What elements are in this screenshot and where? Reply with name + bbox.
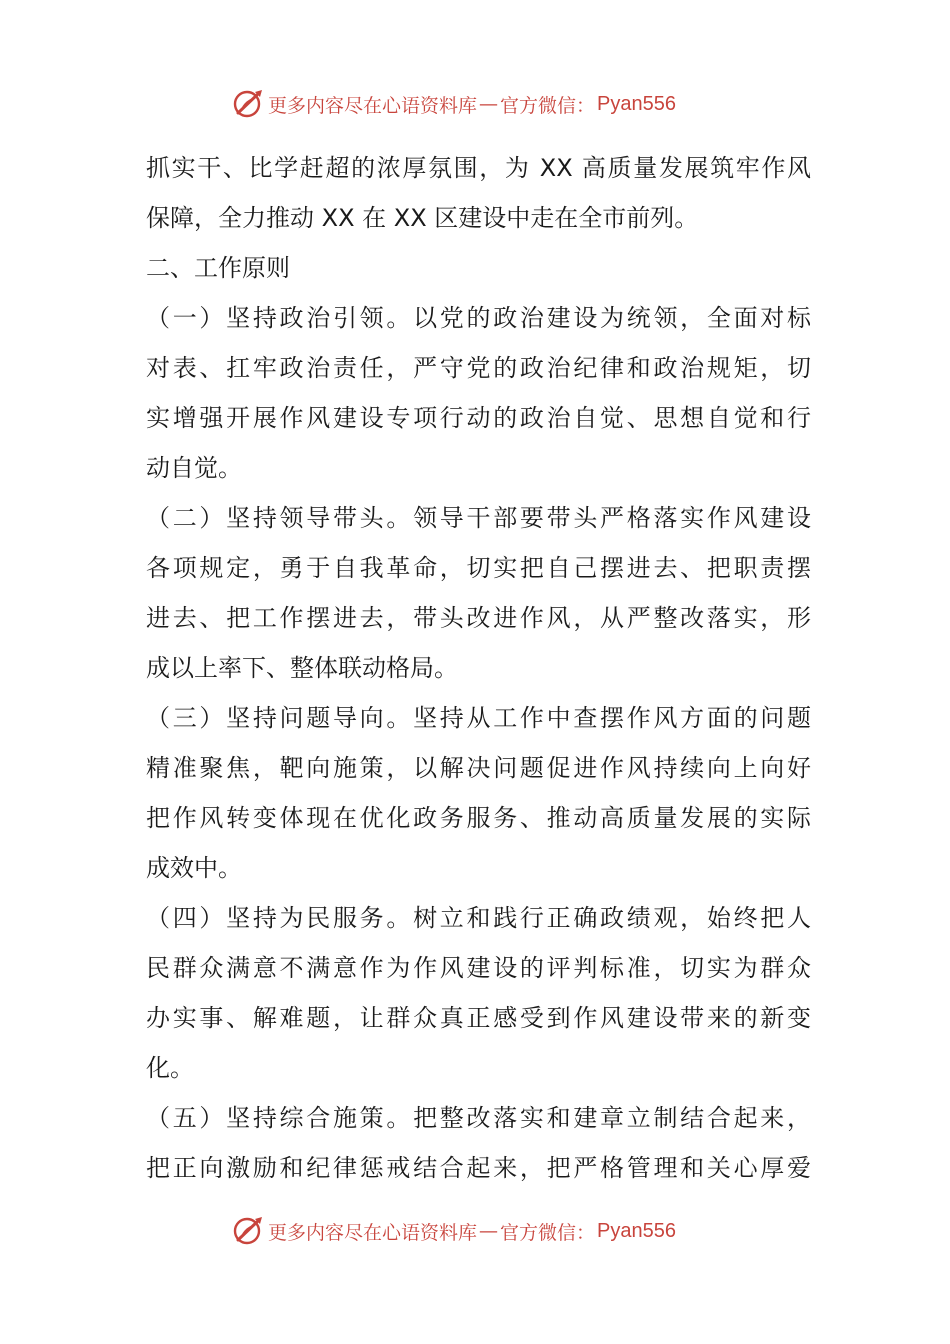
watermark-dash: — xyxy=(479,1220,499,1242)
body-line: （一）坚持政治引领。以党的政治建设为统领，全面对标 xyxy=(146,304,811,332)
body-line: 成以上率下、整体联动格局。 xyxy=(146,654,458,682)
body-line: 抓实干、比学赶超的浓厚氛围，为 XX 高质量发展筑牢作风 xyxy=(146,154,811,182)
body-line: 办实事、解难题，让群众真正感受到作风建设带来的新变 xyxy=(146,1004,811,1032)
body-line: 把正向激励和纪律惩戒结合起来，把严格管理和关心厚爱 xyxy=(146,1154,811,1182)
footer-watermark-banner xyxy=(232,1211,676,1251)
watermark-site-text: 更多内容尽在心语资料库 xyxy=(268,94,478,117)
pen-logo-icon xyxy=(232,1214,266,1248)
body-line: （五）坚持综合施策。把整改落实和建章立制结合起来， xyxy=(146,1104,811,1132)
watermark-wechat-label: 官方微信： xyxy=(500,1221,596,1244)
body-line: 成效中。 xyxy=(146,854,242,882)
section-heading: 二、工作原则 xyxy=(146,254,290,282)
body-line: （四）坚持为民服务。树立和践行正确政绩观，始终把人 xyxy=(146,904,811,932)
body-line: 化。 xyxy=(146,1054,194,1082)
body-line: 各项规定，勇于自我革命，切实把自己摆进去、把职责摆 xyxy=(146,554,811,582)
body-line: 保障，全力推动 XX 在 XX 区建设中走在全市前列。 xyxy=(146,204,699,232)
body-line: （二）坚持领导带头。领导干部要带头严格落实作风建设 xyxy=(146,504,811,532)
header-watermark-banner xyxy=(232,84,676,124)
body-line: 精准聚焦，靶向施策，以解决问题促进作风持续向上向好 xyxy=(146,754,811,782)
watermark-dash: — xyxy=(479,93,499,115)
body-line: 进去、把工作摆进去，带头改进作风，从严整改落实，形 xyxy=(146,604,811,632)
body-line: （三）坚持问题导向。坚持从工作中查摆作风方面的问题 xyxy=(146,704,811,732)
watermark-wechat-label: 官方微信： xyxy=(500,94,596,117)
body-line: 实增强开展作风建设专项行动的政治自觉、思想自觉和行 xyxy=(146,404,811,432)
document-body xyxy=(146,143,811,1193)
watermark-wechat-id: Pyan556 xyxy=(597,92,676,115)
pen-logo-icon xyxy=(232,87,266,121)
watermark-wechat-id: Pyan556 xyxy=(597,1219,676,1242)
watermark-site-text: 更多内容尽在心语资料库 xyxy=(268,1221,478,1244)
body-line: 对表、扛牢政治责任，严守党的政治纪律和政治规矩，切 xyxy=(146,354,811,382)
body-line: 民群众满意不满意作为作风建设的评判标准，切实为群众 xyxy=(146,954,811,982)
body-line: 把作风转变体现在优化政务服务、推动高质量发展的实际 xyxy=(146,804,811,832)
body-line: 动自觉。 xyxy=(146,454,242,482)
